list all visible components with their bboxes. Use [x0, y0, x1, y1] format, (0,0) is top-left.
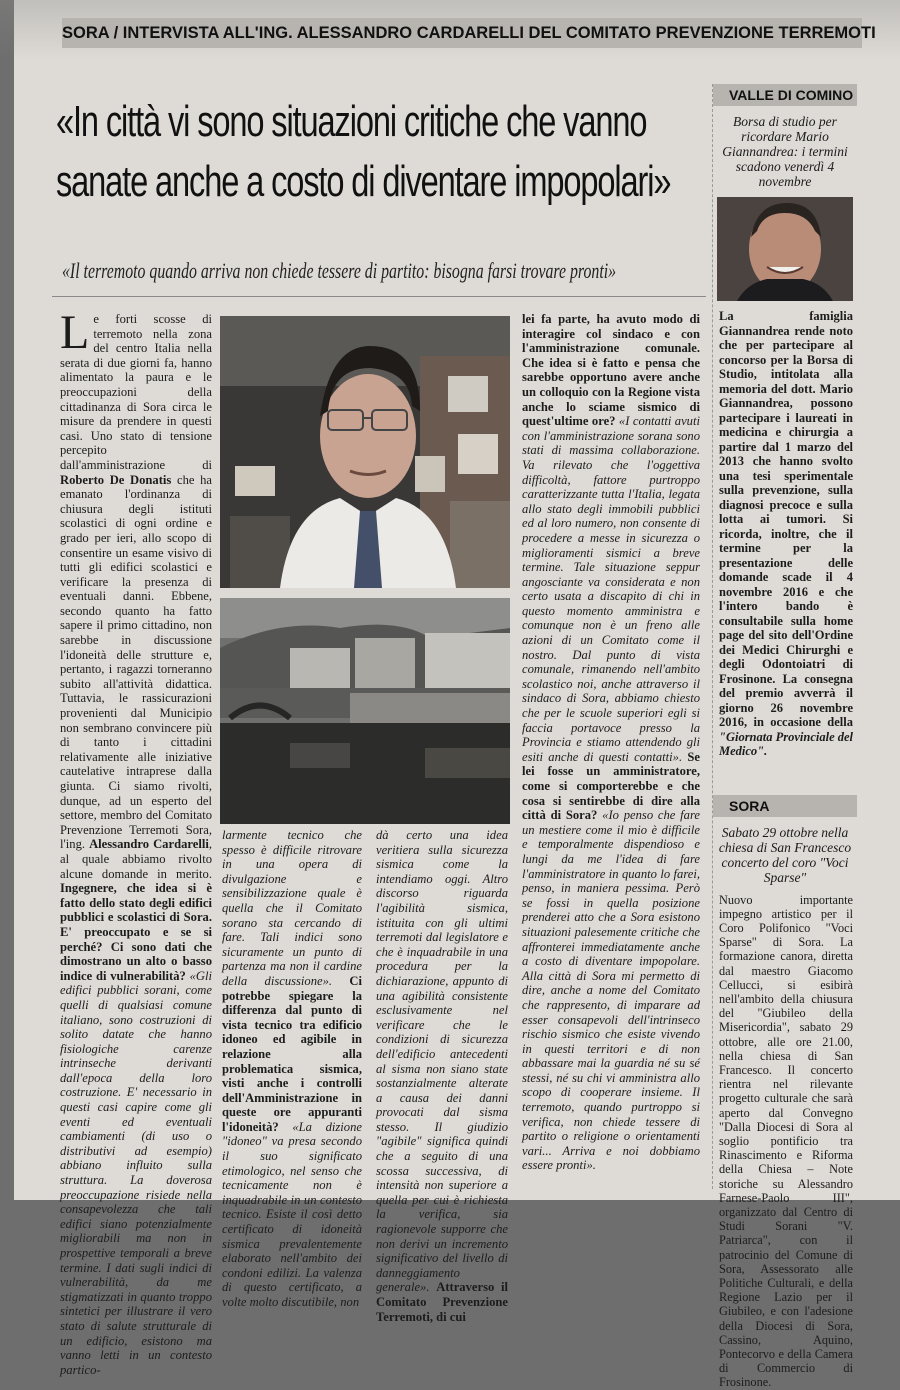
subheadline: «Il terremoto quando arriva non chiede tessere di partito: bisogna farsi trovare pronti» [62, 258, 617, 283]
sora-river-photo [220, 598, 510, 824]
article-lead: e forti scosse di terremoto nella zona del centro Italia nella serata di due giorni fa, hanno alimentato la paura e le preoccupazioni della cittadinanza di Sora circa le misure da prendere in questi casi. Uno stato di tensione percepito dall'amministrazione di [60, 312, 212, 472]
drop-cap: L [60, 306, 90, 359]
sidebar-body-borsa-b: "Giornata Provinciale del Medico". [719, 729, 854, 758]
answer-1: «Gli edifici pubblici sorani, come quelli di qualsiasi comune italiano, sono costruzioni di solito datate che hanno fisiologiche carenze intrinseche derivanti dall'epoca della loro costruzione. E' necessario in questi casi capire come gli eventi ed eventuali cambiamenti (di uso o distributivi ad esempio) abbiano influito sulla struttura. La doverosa preoccupazione risiede nella consapevolezza che tali edifici siano potenzialmente migliorabili ma non in prospettive temporali a breve termine. I dati sugli indici di vulnerabilità, da me stigmatizzati in quanto troppo sintetici per illustrare il vero stato di salute strutturale di un edificio, esistono ma vanno letti in un contesto partico- [60, 968, 212, 1377]
article-column-3 [376, 828, 508, 1324]
sidebar [712, 84, 857, 1390]
sidebar-tag-sora: SORA [713, 795, 857, 817]
portrait-giannandrea [717, 197, 853, 301]
engineer-name: Alessandro Cardarelli [89, 837, 209, 852]
answer-4: «Io penso che fare un mestiere come il mio è difficile e temporalmente dispendioso e lungi da me l'idea di fare l'amministratore in quanto lo farei, penso, in maniera pessima. Però se fossi in quella posizione prenderei atto che a Sora esistono situazioni palesemente critiche che affronterei immediatamente anche a costo di diventare impopolare. Alla città di Sora mi permetto di dire, anche a nome del Comitato che rappresento, di imparare ad esser consapevoli dell'intrinseco rischio sismico che esiste vivendo in questi territori e di non abbassare mai la guardia né su sé stessi, né su chi vi amministra allo scopo di cooperare insieme. Il terremoto, quando purtroppo si verifica, non chiede tessere di partito o religione o orientamenti vari... Arriva e noi dobbiamo essere pronti». [522, 808, 700, 1173]
river-illustration [220, 598, 510, 824]
question-1: Ingegnere, che idea si è fatto dello stato degli edifici pubblici e scolastici di Sora. E' preoccupato e se si perché? Ci sono dati che dimostrano un alto o basso indice di vulnerabilità? [60, 881, 212, 983]
headline [56, 92, 707, 212]
answer-2-cont: dà certo una idea veritiera sulla sicurezza sismica come la intendiamo oggi. Altro discorso riguarda l'agibilità sismica, istituita con gli ultimi terremoti dal legislatore e che è inquadrabile in una procedura per la dichiarazione, appunto di una agibilità consistente esclusivamente nel verificare che le condizioni di sicurezza dell'edificio antecedenti al sisma non siano state sostanzialmente alterate a causa dei danni provocati dal sisma stesso. Il giudizio "agibile" significa quindi che a seguito di una scossa successiva, di intensità non superiore a quella per cui è richiesta la verifica, sia ragionevole supporre che non derivi un incremento significativo del livello di danneggiamento generale». [376, 828, 508, 1295]
headline-line-1: «In città vi sono situazioni critiche che vanno [56, 97, 647, 146]
answer-2: «La dizione "idoneo" va presa secondo il suo significato etimologico, nel senso che tecnicamente non è inquadrabile in un contesto tecnico. Esiste il così detto certificato di idoneità sismica prevalentemente elaborato nell'ambito dei condoni edilizi. La valenza di questo certificato, a volte molto discutibile, non [222, 1119, 362, 1309]
sidebar-title-borsa: Borsa di studio per ricordare Mario Giannandrea: i termini scadono venerdì 4 novembre [722, 114, 848, 189]
article-column-2 [222, 828, 362, 1309]
answer-1-cont: larmente tecnico che spesso è difficile ritrovare in una opera di divulgazione e sensibilizzazione quale è quella che il Comitato sorano sta cercando di fare. Tali indici sono sicuramente un punto di partenza ma non il cardine della discussione». [222, 828, 362, 988]
portrait-photo-cardarelli [220, 316, 510, 588]
sidebar-title-concerto: Sabato 29 ottobre nella chiesa di San Francesco concerto del coro "Voci Sparse" [718, 824, 852, 885]
answer-3: «I contatti avuti con l'amministrazione sorana sono stati di massima collaborazione. Va rilevato che l'oggettiva difficoltà, fattore purtroppo caratterizzante tutta l'Italia, legata allo stato degli immobili pubblici ed al loro numero, non consente di procedere a messe in sicurezza o miglioramenti sismici a breve termine. Tale situazione seppur angosciante va considerata e non certo usata a discapito di chi in questo momento amministra e comunque non è un freno alle azioni di un Comitato come il nostro. Dal punto di vista comunale, rimanendo nell'ambito scolastico noi, anche attraverso il sindaco di Sora, abbiamo chiesto che per le scuole superiori egli si faccia portavoce presso la Provincia e stiamo attendendo gli esiti anche di questi contatti». [522, 414, 700, 764]
question-3: Attraverso il Comitato Prevenzione Terremoti, di cui [376, 1280, 508, 1324]
sidebar-tag-valle: VALLE DI COMINO [713, 84, 857, 106]
article-lead-cont: che ha emanato l'ordinanza di chiusura degli istituti scolastici di ogni ordine e grado per ieri, allo scopo di consentire un esame visivo di tutti gli edifici scolastici e verificare la presenza di eventuali danni. Ebbene, secondo quanto ha fatto sapere il primo cittadino, non sarebbe in discussione l'idoneità delle strutture e, pertanto, i ragazzi torneranno subito all'attività didattica. Tuttavia, le rassicurazioni provenienti dal Municipio non sembrano convincere più di tanto i cittadini relativamente alle iniziative cautelative intraprese dalla giunta. Ci siamo rivolti, dunque, ad un esperto del settore, membro del Comitato Prevenzione Terremoti Sora, l'ing. [60, 472, 212, 852]
article-lead-end: , al quale abbiamo rivolto alcune domande in merito. [60, 837, 212, 881]
giannandrea-illustration [717, 197, 853, 301]
article-column-4 [522, 312, 700, 1187]
question-4: Se lei fosse un amministratore, come si comporterebbe e che cosa si sentirebbe di dire alla città di Sora? [522, 749, 700, 823]
sidebar-body-borsa [713, 309, 857, 759]
sidebar-body-borsa-a: La famiglia Giannandrea rende noto che per partecipare al concorso per la Borsa di Studio, intitolata alla memoria del dott. Mario Giannandrea, possono partecipare i laureati in medicina e chirurgia a partire dal 1 marzo del 2013 che hanno svolto una tesi sperimentale sulla prevenzione, sulla diagnosi precoce e sulla lotta ai tumori. Si ricorda, inoltre, che il termine per la presentazione delle domande scade il 4 novembre 2016 e che l'intero bando è consultabile sulla home page del sito dell'Ordine dei Medici Chirurghi e degli Odontoiatri di Frosinone. La consegna del premio avverrà il giorno 26 novembre 2016, in occasione della [719, 309, 853, 729]
section-kicker: SORA / INTERVISTA ALL'ING. ALESSANDRO CARDARELLI DEL COMITATO PREVENZIONE TERREMOTI [62, 18, 862, 48]
mayor-name: Roberto De Donatis [60, 472, 172, 487]
question-2: Ci potrebbe spiegare la differenza dal punto di vista tecnico tra edificio idoneo ed agibile in relazione alla problematica sismica, visti anche i controlli dell'Amministrazione in queste ore appuranti l'idoneità? [222, 973, 362, 1134]
question-3-cont: lei fa parte, ha avuto modo di interagire col sindaco e con l'amministrazione comunale. Che idea si è fatto e pensa che sarebbe opportuno avere anche un colloquio con la Regione vista anche lo sciame sismico di quest'ultime ore? [522, 312, 700, 429]
sidebar-body-concerto: Nuovo importante impegno artistico per il Coro Polifonico "Voci Sparse" di Sora. La formazione canora, diretta dal maestro Giacomo Cellucci, si esibirà nell'ambito della chiusura del "Giubileo della Misericordia", sabato 29 ottobre, alle ore 21.00, nella chiesa di San Francesco. Il concerto rientra nel rilevante progetto culturale che sarà aperto dal Convegno "Dalla Diocesi di Sora al soglio pontificio tra Rinascimento e Riforma della Chiesa – Note storiche su Alessandro Farnese-Paolo III", organizzato dal Centro di Studi Sorani "V. Patriarca", con il patrocinio del Comune di Sora, Assessorato alle Politiche Culturali, e della Regione Lazio per il Giubileo, e con l'adesione della Diocesi di Sora, Cassino, Aquino, Pontecorvo e della Camera di Commercio di Frosinone. [719, 892, 853, 1390]
headline-line-2: sanate anche a costo di diventare impopolari» [56, 157, 671, 206]
portrait-illustration [220, 316, 510, 588]
divider [52, 296, 706, 297]
article-column-1 [60, 306, 212, 1377]
